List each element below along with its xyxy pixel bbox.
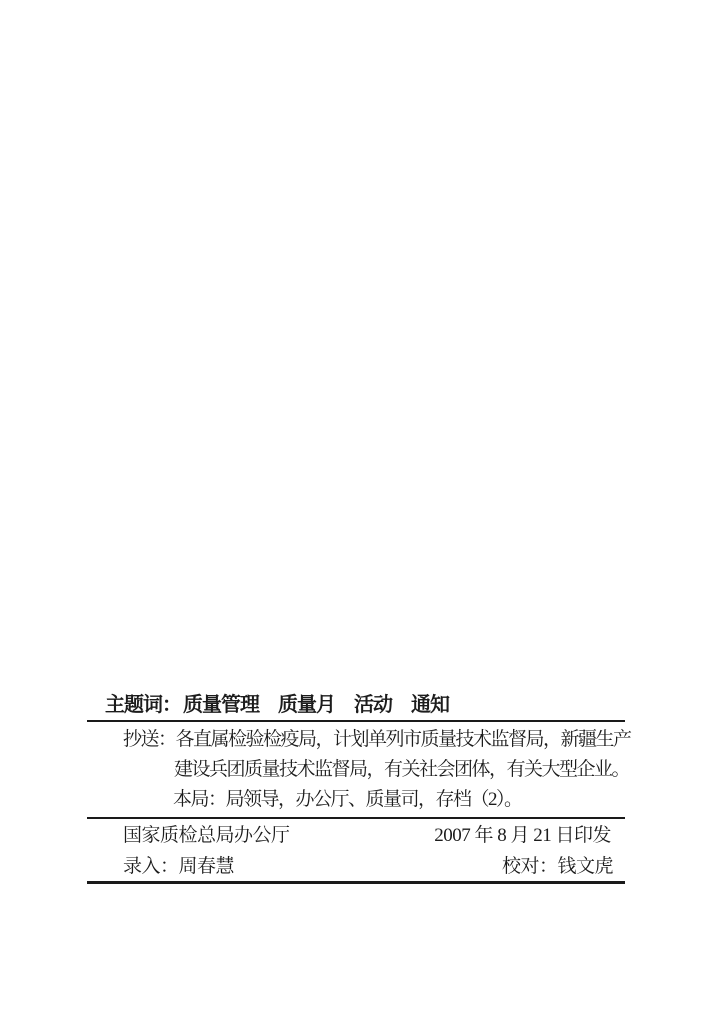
proofreader: 校对：钱文虎 bbox=[501, 856, 613, 877]
credits-row bbox=[87, 852, 625, 884]
internal-distribution-line: 本局：局领导，办公厅、质量司，存档（2）。 bbox=[173, 789, 522, 810]
issue-row bbox=[87, 819, 625, 852]
document-footer-block bbox=[87, 691, 631, 884]
copy-to-line-2: 建设兵团质量技术监督局，有关社会团体，有关大型企业。 bbox=[174, 759, 630, 780]
subject-row bbox=[87, 691, 625, 722]
issuing-office: 国家质检总局办公厅 bbox=[123, 825, 290, 846]
subject-label: 主题词： bbox=[105, 694, 181, 716]
subject-keywords: 质量管理 质量月 活动 通知 bbox=[183, 694, 449, 716]
typist: 录入：周春慧 bbox=[123, 856, 235, 877]
issue-date: 2007 年 8 月 21 日印发 bbox=[434, 825, 611, 846]
copy-to-section bbox=[87, 722, 631, 819]
copy-to-line-1: 抄送：各直属检验检疫局，计划单列市质量技术监督局，新疆生产 bbox=[123, 729, 631, 750]
